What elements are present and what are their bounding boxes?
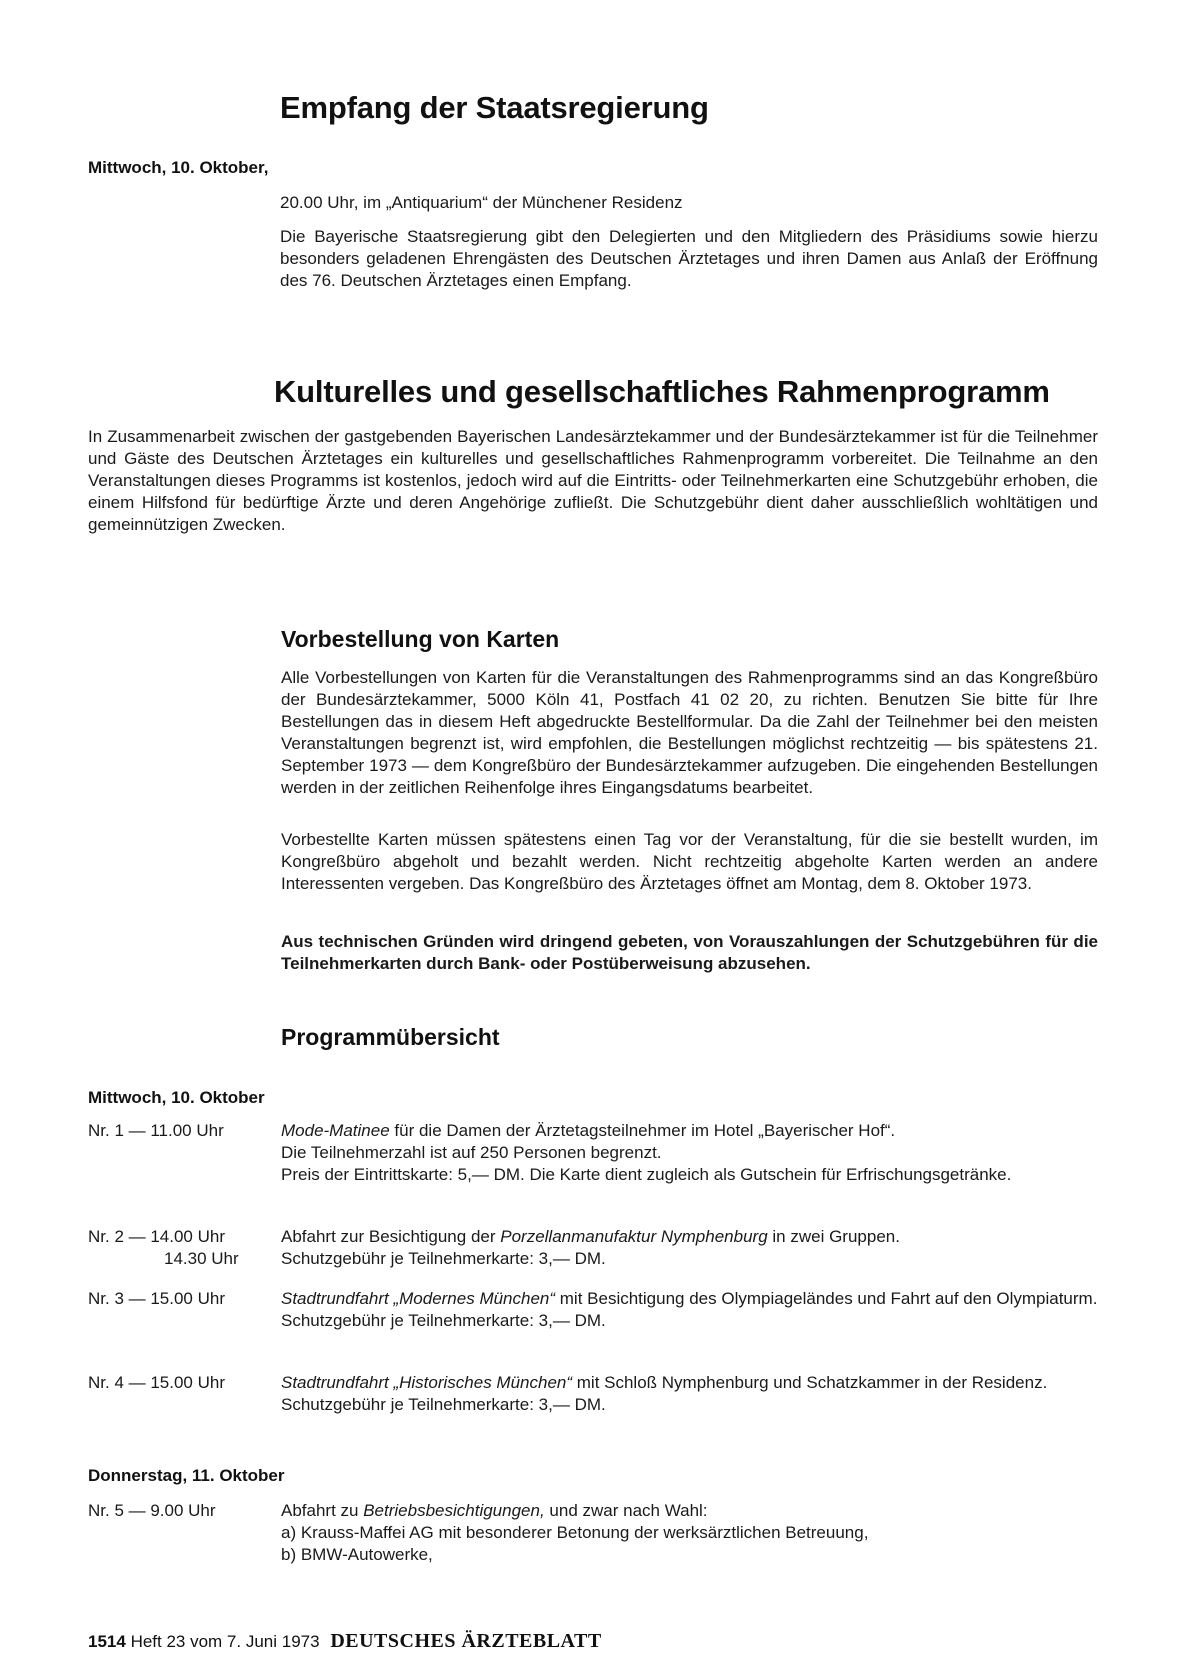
journal-title: DEUTSCHES ÄRZTEBLATT: [330, 1630, 602, 1652]
program-item-text: Abfahrt zur Besichtigung der: [281, 1227, 501, 1246]
vorbestellung-paragraph-2: Vorbestellte Karten müssen spätestens einen Tag vor der Veranstaltung, für die sie bestellt wurden, im Kongreßbüro abgeholt und bezahlt werden. Nicht rechtzeitig abgeholte Karten werden an andere Interessenten vergeben. Das Kongreßbüro des Ärztetages öffnet am Montag, dem 8. Oktober 1973.: [281, 830, 1098, 893]
program-item-title: Mode-Matinee: [281, 1121, 390, 1140]
program-item-label: Nr. 5 — 9.00 Uhr: [88, 1501, 216, 1520]
program-item-title: Betriebsbesichtigungen,: [363, 1501, 545, 1520]
program-item-text: und zwar nach Wahl:: [544, 1501, 708, 1520]
program-item-label: [88, 1226, 268, 1270]
program-item-text: mit Schloß Nymphenburg und Schatzkammer in der Residenz.: [572, 1373, 1048, 1392]
section-title-rahmenprogramm: Kulturelles und gesellschaftliches Rahmenprogramm: [274, 374, 1050, 409]
program-item-label: Nr. 4 — 15.00 Uhr: [88, 1373, 226, 1392]
program-item-line: a) Krauss-Maffei AG mit besonderer Betonung der werksärztlichen Betreuung,: [281, 1523, 869, 1542]
program-item-label-line: 14.30 Uhr: [164, 1249, 239, 1268]
program-item-description: [281, 1120, 1098, 1186]
program-item-label-line: Nr. 2 — 14.00 Uhr: [88, 1227, 226, 1246]
program-item-line: Preis der Eintrittskarte: 5,— DM. Die Karte dient zugleich als Gutschein für Erfrischungsgetränke.: [281, 1165, 1012, 1184]
section-title-vorbestellung: Vorbestellung von Karten: [281, 626, 560, 652]
program-item-line: Schutzgebühr je Teilnehmerkarte: 3,— DM.: [281, 1249, 606, 1268]
program-item-description: [281, 1372, 1098, 1416]
program-item-line: b) BMW-Autowerke,: [281, 1545, 433, 1564]
vorbestellung-notice: Aus technischen Gründen wird dringend gebeten, von Vorauszahlungen der Schutzgebühren für die Teilnehmerkarten durch Bank- oder Postüberweisung abzusehen.: [281, 932, 1098, 973]
program-item-text: in zwei Gruppen.: [767, 1227, 900, 1246]
program-item-text: Abfahrt zu: [281, 1501, 364, 1520]
program-item-line: Die Teilnehmerzahl ist auf 250 Personen begrenzt.: [281, 1143, 662, 1162]
program-item-line: Schutzgebühr je Teilnehmerkarte: 3,— DM.: [281, 1311, 606, 1330]
program-item-title: Stadtrundfahrt „Historisches München“: [281, 1373, 573, 1392]
page-footer: [88, 1630, 602, 1653]
day-heading-donnerstag: Donnerstag, 11. Oktober: [88, 1466, 285, 1485]
program-item-label: Nr. 3 — 15.00 Uhr: [88, 1289, 226, 1308]
program-item-description: [281, 1288, 1098, 1332]
day-heading-mittwoch-programm: Mittwoch, 10. Oktober: [88, 1088, 265, 1107]
program-item-label: Nr. 1 — 11.00 Uhr: [88, 1121, 224, 1140]
program-item-text: für die Damen der Ärztetagsteilnehmer im Hotel „Bayerischer Hof“.: [389, 1121, 896, 1140]
reception-text: Die Bayerische Staatsregierung gibt den Delegierten und den Mitgliedern des Präsidiums sowie hierzu besonders geladenen Ehrengästen des Deutschen Ärztetages und ihren Damen aus Anlaß der Eröffnung des 76. Deutschen Ärztetages einen Empfang.: [280, 227, 1098, 290]
page-number: 1514: [88, 1632, 126, 1651]
day-heading-mittwoch: Mittwoch, 10. Oktober,: [88, 158, 269, 177]
program-item-title: Porzellanmanufaktur Nymphenburg: [500, 1227, 768, 1246]
section-title-programmuebersicht: Programmübersicht: [281, 1024, 500, 1050]
section-title-empfang: Empfang der Staatsregierung: [280, 90, 709, 125]
program-item-text: mit Besichtigung des Olympiageländes und Fahrt auf den Olympiaturm.: [555, 1289, 1098, 1308]
program-item-line: Schutzgebühr je Teilnehmerkarte: 3,— DM.: [281, 1395, 606, 1414]
program-item-description: [281, 1226, 1098, 1270]
program-item-title: Stadtrundfahrt „Modernes München“: [281, 1289, 556, 1308]
reception-time-place: 20.00 Uhr, im „Antiquarium“ der Münchener Residenz: [280, 193, 683, 212]
issue-info: Heft 23 vom 7. Juni 1973: [130, 1632, 320, 1651]
vorbestellung-paragraph-1: Alle Vorbestellungen von Karten für die Veranstaltungen des Rahmenprogramms sind an das Kongreßbüro der Bundesärztekammer, 5000 Köln 41, Postfach 41 02 20, zu richten. Benutzen Sie bitte für Ihre Bestellungen das in diesem Heft abgedruckte Bestellformular. Da die Zahl der Teilnehmer bei den meisten Veranstaltungen begrenzt ist, wird empfohlen, die Bestellungen möglichst rechtzeitig — bis spätestens 21. September 1973 — dem Kongreßbüro der Bundesärztekammer aufzugeben. Die eingehenden Bestellungen werden in der zeitlichen Reihenfolge ihres Eingangsdatums bearbeitet.: [281, 668, 1098, 797]
rahmenprogramm-text: In Zusammenarbeit zwischen der gastgebenden Bayerischen Landesärztekammer und der Bundesärztekammer ist für die Teilnehmer und Gäste des Deutschen Ärztetages ein kulturelles und gesellschaftliches Rahmenprogramm vorbereitet. Die Teilnahme an den Veranstaltungen dieses Programms ist kostenlos, jedoch wird auf die Eintritts- oder Teilnehmerkarten eine Schutzgebühr erhoben, die einem Hilfsfond für bedürftige Ärzte und deren Angehörige zufließt. Die Schutzgebühr dient daher ausschließlich wohltätigen und gemeinnützigen Zwecken.: [88, 427, 1098, 534]
program-item-description: [281, 1500, 1098, 1566]
